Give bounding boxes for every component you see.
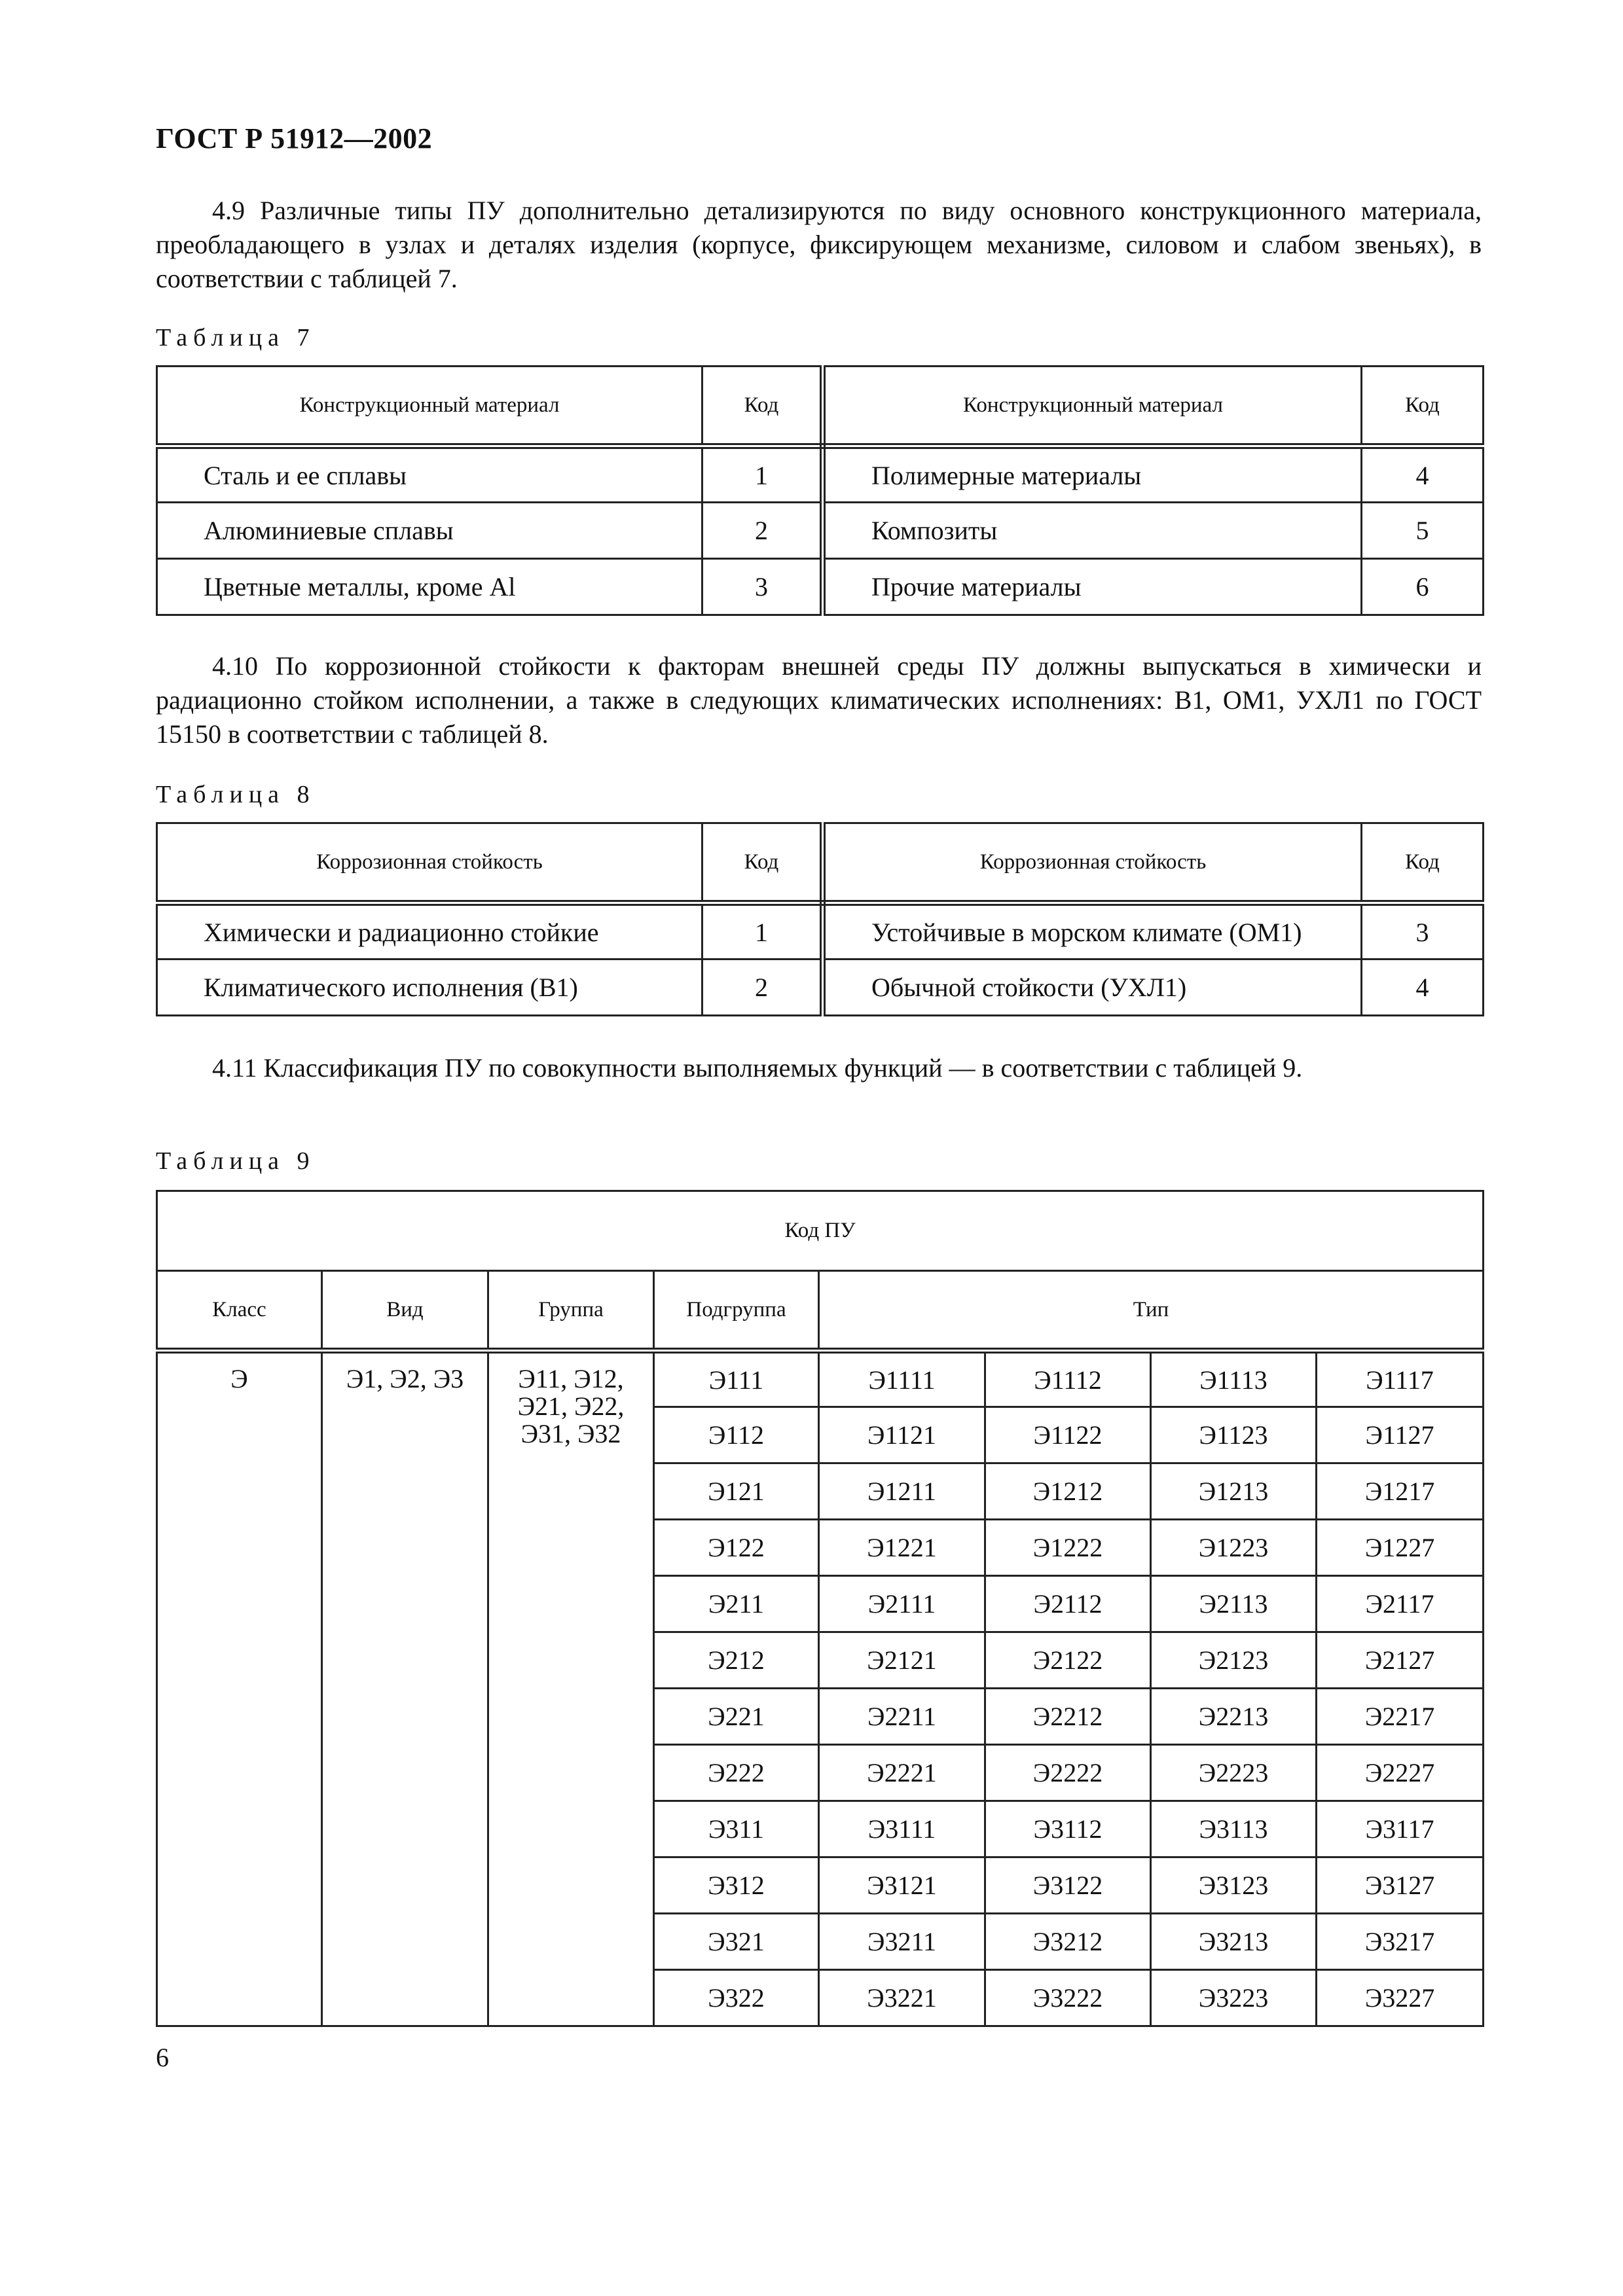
table-9-subgroup-cell: Э311 [654,1801,819,1857]
table-9-group-cell: Э11, Э12, Э21, Э22, Э31, Э32 [488,1351,654,2026]
table-8-cell: 1 [702,903,823,960]
table-9-type-cell: Э2221 [819,1745,985,1801]
table-8-cell: Устойчивые в морском климате (ОМ1) [823,903,1362,960]
table-9-vid-cell: Э1, Э2, Э3 [322,1351,488,2026]
table-8-cell: Химически и радиационно стойкие [157,903,702,960]
table-9-type-cell: Э2122 [985,1632,1151,1689]
table-7-header-code-2: Код [1362,367,1484,446]
table-7-caption: Таблица 7 [156,324,316,351]
table-7-header-row [157,367,1484,446]
table-7-header-material-1: Конструкционный материал [157,367,702,446]
paragraph-4-9 [156,194,1482,296]
table-9-type-cell: Э2223 [1151,1745,1317,1801]
table-9-type-cell: Э2213 [1151,1689,1317,1745]
paragraph-4-11-text: 4.11 Классификация ПУ по совокупности выполняемых функций — в соответствии с таблицей 9. [212,1053,1303,1083]
document-code-header: ГОСТ Р 51912—2002 [156,122,433,154]
table-7-cell: 6 [1362,559,1484,615]
table-9-subgroup-cell: Э211 [654,1576,819,1632]
table-9-body [157,1351,1484,2026]
table-9-type-cell: Э1113 [1151,1351,1317,1407]
table-9-type-cell: Э2217 [1317,1689,1484,1745]
table-9-type-cell: Э1213 [1151,1463,1317,1520]
table-7-cell: Полимерные материалы [823,446,1362,503]
table-9-title-row [157,1191,1484,1271]
table-7-cell: Композиты [823,503,1362,559]
table-9-type-cell: Э1112 [985,1351,1151,1407]
table-9-type-cell: Э2123 [1151,1632,1317,1689]
table-9-type-cell: Э1211 [819,1463,985,1520]
table-7-header-code-1: Код [702,367,823,446]
paragraph-4-10 [156,649,1482,751]
table-9-type-cell: Э1122 [985,1407,1151,1463]
page-number: 6 [156,2043,169,2072]
table-8 [156,822,1484,1016]
table-9-type-cell: Э3122 [985,1857,1151,1914]
table-9-header-class: Класс [157,1271,322,1351]
table-9-type-cell: Э1223 [1151,1520,1317,1576]
table-9-type-cell: Э3113 [1151,1801,1317,1857]
table-9-type-cell: Э1221 [819,1520,985,1576]
table-9-type-cell: Э1123 [1151,1407,1317,1463]
table-9-type-cell: Э3117 [1317,1801,1484,1857]
table-9-subgroup-cell: Э212 [654,1632,819,1689]
table-7-cell: Сталь и ее сплавы [157,446,702,503]
table-8-header-resistance-2: Коррозионная стойкость [823,823,1362,903]
table-9-type-cell: Э3121 [819,1857,985,1914]
table-9-subgroup-cell: Э321 [654,1914,819,1970]
table-9-type-cell: Э3111 [819,1801,985,1857]
table-8-cell: Обычной стойкости (УХЛ1) [823,960,1362,1016]
table-8-cell: Климатического исполнения (В1) [157,960,702,1016]
table-9-subgroup-cell: Э121 [654,1463,819,1520]
table-9-type-cell: Э3212 [985,1914,1151,1970]
table-9-type-cell: Э3227 [1317,1970,1484,2026]
table-9-subgroup-cell: Э122 [654,1520,819,1576]
table-8-row [157,903,1484,960]
table-9-type-cell: Э2117 [1317,1576,1484,1632]
table-9-type-cell: Э1217 [1317,1463,1484,1520]
table-9-subgroup-cell: Э222 [654,1745,819,1801]
table-7-cell: 1 [702,446,823,503]
table-7-header-material-2: Конструкционный материал [823,367,1362,446]
table-9-type-cell: Э1222 [985,1520,1151,1576]
table-9-type-cell: Э1117 [1317,1351,1484,1407]
table-9-type-cell: Э1227 [1317,1520,1484,1576]
table-7-row [157,559,1484,615]
table-8-cell: 2 [702,960,823,1016]
table-9-type-cell: Э3221 [819,1970,985,2026]
table-8-header-code-2: Код [1362,823,1484,903]
table-7-cell: 3 [702,559,823,615]
table-9-row [157,1351,1484,1407]
table-9-type-cell: Э2222 [985,1745,1151,1801]
table-9-type-cell: Э1127 [1317,1407,1484,1463]
table-9-type-cell: Э3211 [819,1914,985,1970]
table-9-header-type: Тип [819,1271,1484,1351]
table-7 [156,365,1484,616]
table-9-type-cell: Э2212 [985,1689,1151,1745]
table-7-cell: 5 [1362,503,1484,559]
table-9-type-cell: Э3127 [1317,1857,1484,1914]
table-9-type-cell: Э2211 [819,1689,985,1745]
table-7-cell: 4 [1362,446,1484,503]
table-9-type-cell: Э2127 [1317,1632,1484,1689]
table-9-type-cell: Э1111 [819,1351,985,1407]
paragraph-4-10-text: 4.10 По коррозионной стойкости к факторам внешней среды ПУ должны выпускаться в химически и радиационно стойком исполнении, а также в следующих климатических исполнениях: В1, ОМ1, УХЛ1 по ГОСТ 15150 в соответствии с таблицей 8. [156,651,1482,749]
table-9-type-cell: Э3217 [1317,1914,1484,1970]
table-9-header-row [157,1271,1484,1351]
table-7-row [157,503,1484,559]
table-9-header-vid: Вид [322,1271,488,1351]
table-9-type-cell: Э1212 [985,1463,1151,1520]
table-9-type-cell: Э2227 [1317,1745,1484,1801]
table-9-type-cell: Э3223 [1151,1970,1317,2026]
table-9-subgroup-cell: Э221 [654,1689,819,1745]
table-9-subgroup-cell: Э322 [654,1970,819,2026]
table-9-type-cell: Э3123 [1151,1857,1317,1914]
table-9-class-cell: Э [157,1351,322,2026]
table-9-type-cell: Э2111 [819,1576,985,1632]
table-7-row [157,446,1484,503]
table-9-type-cell: Э1121 [819,1407,985,1463]
table-9-title: Код ПУ [157,1191,1484,1271]
table-9-header-subgroup: Подгруппа [654,1271,819,1351]
table-9 [156,1190,1484,2027]
table-9-type-cell: Э3112 [985,1801,1151,1857]
table-9-type-cell: Э2112 [985,1576,1151,1632]
table-8-caption: Таблица 8 [156,781,316,808]
table-8-cell: 4 [1362,960,1484,1016]
paragraph-4-9-text: 4.9 Различные типы ПУ дополнительно детализируются по виду основного конструкционного материала, преобладающего в узлах и деталях изделия (корпусе, фиксирующем механизме, силовом и слабом звеньях), в соответствии с таблицей 7. [156,196,1482,293]
table-9-subgroup-cell: Э312 [654,1857,819,1914]
table-8-header-resistance-1: Коррозионная стойкость [157,823,702,903]
table-9-type-cell: Э3222 [985,1970,1151,2026]
table-7-cell: 2 [702,503,823,559]
table-8-header-code-1: Код [702,823,823,903]
table-7-cell: Цветные металлы, кроме Al [157,559,702,615]
table-9-caption: Таблица 9 [156,1147,316,1175]
table-7-cell: Прочие материалы [823,559,1362,615]
table-8-cell: 3 [1362,903,1484,960]
paragraph-4-11 [156,1051,1482,1085]
table-9-subgroup-cell: Э111 [654,1351,819,1407]
table-9-type-cell: Э2113 [1151,1576,1317,1632]
table-9-type-cell: Э2121 [819,1632,985,1689]
table-8-header-row [157,823,1484,903]
table-8-row [157,960,1484,1016]
table-9-subgroup-cell: Э112 [654,1407,819,1463]
table-7-cell: Алюминиевые сплавы [157,503,702,559]
table-9-header-group: Группа [488,1271,654,1351]
table-9-type-cell: Э3213 [1151,1914,1317,1970]
